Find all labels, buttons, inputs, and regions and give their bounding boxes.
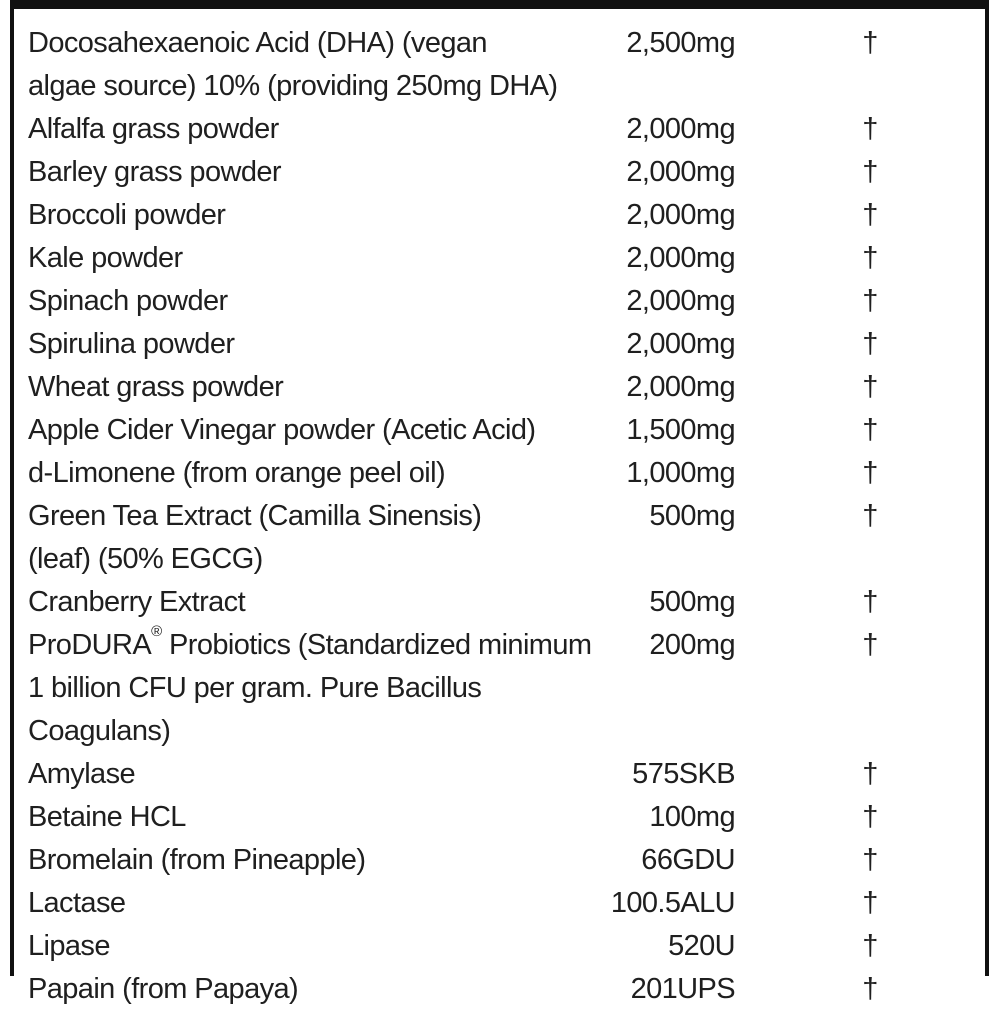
ingredient-amount: 66GDU bbox=[641, 844, 735, 876]
ingredient-name: Docosahexaenoic Acid (DHA) (vegan algae source) 10% (providing 250mg DHA) bbox=[28, 27, 558, 102]
ingredient-row bbox=[28, 108, 968, 151]
ingredient-name: Green Tea Extract (Camilla Sinensis) (leaf) (50% EGCG) bbox=[28, 500, 482, 575]
ingredient-row bbox=[28, 495, 968, 581]
ingredient-row bbox=[28, 968, 968, 1011]
daily-value-dagger: † bbox=[862, 328, 878, 360]
daily-value-dagger: † bbox=[862, 27, 878, 59]
ingredient-amount: 200mg bbox=[649, 629, 735, 661]
ingredient-row bbox=[28, 409, 968, 452]
ingredient-amount: 100.5ALU bbox=[610, 887, 735, 919]
daily-value-dagger: † bbox=[862, 457, 878, 489]
ingredient-row bbox=[28, 753, 968, 796]
ingredient-row bbox=[28, 151, 968, 194]
ingredient-name bbox=[28, 624, 603, 753]
top-border-bar bbox=[10, 0, 989, 9]
daily-value-dagger: † bbox=[862, 242, 878, 274]
daily-value-dagger: † bbox=[862, 586, 878, 618]
ingredient-name: Cranberry Extract bbox=[28, 586, 246, 618]
ingredient-row bbox=[28, 925, 968, 968]
ingredient-name: Lipase bbox=[28, 930, 110, 962]
ingredient-name: Spinach powder bbox=[28, 285, 228, 317]
ingredient-name: Alfalfa grass powder bbox=[28, 113, 279, 145]
ingredient-name: Betaine HCL bbox=[28, 801, 186, 833]
ingredient-amount: 2,500mg bbox=[626, 27, 735, 59]
ingredient-amount: 2,000mg bbox=[626, 285, 735, 317]
daily-value-dagger: † bbox=[862, 801, 878, 833]
ingredient-amount: 100mg bbox=[649, 801, 735, 833]
daily-value-dagger: † bbox=[862, 930, 878, 962]
ingredient-name: Wheat grass powder bbox=[28, 371, 284, 403]
ingredient-row bbox=[28, 452, 968, 495]
right-border-line bbox=[985, 0, 989, 976]
ingredient-name: Apple Cider Vinegar powder (Acetic Acid) bbox=[28, 414, 536, 446]
ingredient-row bbox=[28, 22, 968, 108]
ingredient-name: Barley grass powder bbox=[28, 156, 281, 188]
ingredient-row bbox=[28, 237, 968, 280]
ingredient-amount: 2,000mg bbox=[626, 113, 735, 145]
daily-value-dagger: † bbox=[862, 844, 878, 876]
ingredient-row bbox=[28, 839, 968, 882]
ingredient-amount: 520U bbox=[668, 930, 735, 962]
ingredient-name: Lactase bbox=[28, 887, 126, 919]
ingredient-amount: 500mg bbox=[649, 586, 735, 618]
ingredient-amount: 575SKB bbox=[632, 758, 735, 790]
daily-value-dagger: † bbox=[862, 629, 878, 661]
ingredient-row bbox=[28, 323, 968, 366]
ingredient-list bbox=[28, 22, 968, 1011]
ingredient-row bbox=[28, 366, 968, 409]
daily-value-dagger: † bbox=[862, 500, 878, 532]
ingredient-row bbox=[28, 581, 968, 624]
daily-value-dagger: † bbox=[862, 156, 878, 188]
ingredient-amount: 500mg bbox=[649, 500, 735, 532]
ingredient-name: Broccoli powder bbox=[28, 199, 226, 231]
ingredient-amount: 2,000mg bbox=[626, 156, 735, 188]
ingredient-row bbox=[28, 796, 968, 839]
ingredient-name: d-Limonene (from orange peel oil) bbox=[28, 457, 446, 489]
daily-value-dagger: † bbox=[862, 285, 878, 317]
ingredient-name: Papain (from Papaya) bbox=[28, 973, 299, 1005]
ingredient-name-rest: Probiotics (Standardized minimum 1 billion CFU per gram. Pure Bacillus Coagulans) bbox=[28, 629, 592, 747]
ingredient-amount: 2,000mg bbox=[626, 242, 735, 274]
ingredient-name: Kale powder bbox=[28, 242, 183, 274]
ingredient-amount: 1,000mg bbox=[626, 457, 735, 489]
ingredient-name: Amylase bbox=[28, 758, 135, 790]
registered-mark: ® bbox=[151, 623, 162, 640]
ingredient-row bbox=[28, 280, 968, 323]
daily-value-dagger: † bbox=[862, 414, 878, 446]
ingredient-amount: 201UPS bbox=[630, 973, 735, 1005]
daily-value-dagger: † bbox=[862, 199, 878, 231]
daily-value-dagger: † bbox=[862, 758, 878, 790]
ingredient-amount: 1,500mg bbox=[626, 414, 735, 446]
ingredient-row bbox=[28, 882, 968, 925]
ingredient-row bbox=[28, 624, 968, 753]
ingredient-amount: 2,000mg bbox=[626, 371, 735, 403]
ingredient-name: Bromelain (from Pineapple) bbox=[28, 844, 366, 876]
ingredient-row bbox=[28, 194, 968, 237]
left-border-line bbox=[10, 0, 14, 976]
daily-value-dagger: † bbox=[862, 371, 878, 403]
daily-value-dagger: † bbox=[862, 973, 878, 1005]
daily-value-dagger: † bbox=[862, 113, 878, 145]
ingredient-amount: 2,000mg bbox=[626, 328, 735, 360]
ingredient-name: Spirulina powder bbox=[28, 328, 235, 360]
ingredient-amount: 2,000mg bbox=[626, 199, 735, 231]
daily-value-dagger: † bbox=[862, 887, 878, 919]
ingredient-name-brand: ProDURA bbox=[28, 629, 152, 661]
